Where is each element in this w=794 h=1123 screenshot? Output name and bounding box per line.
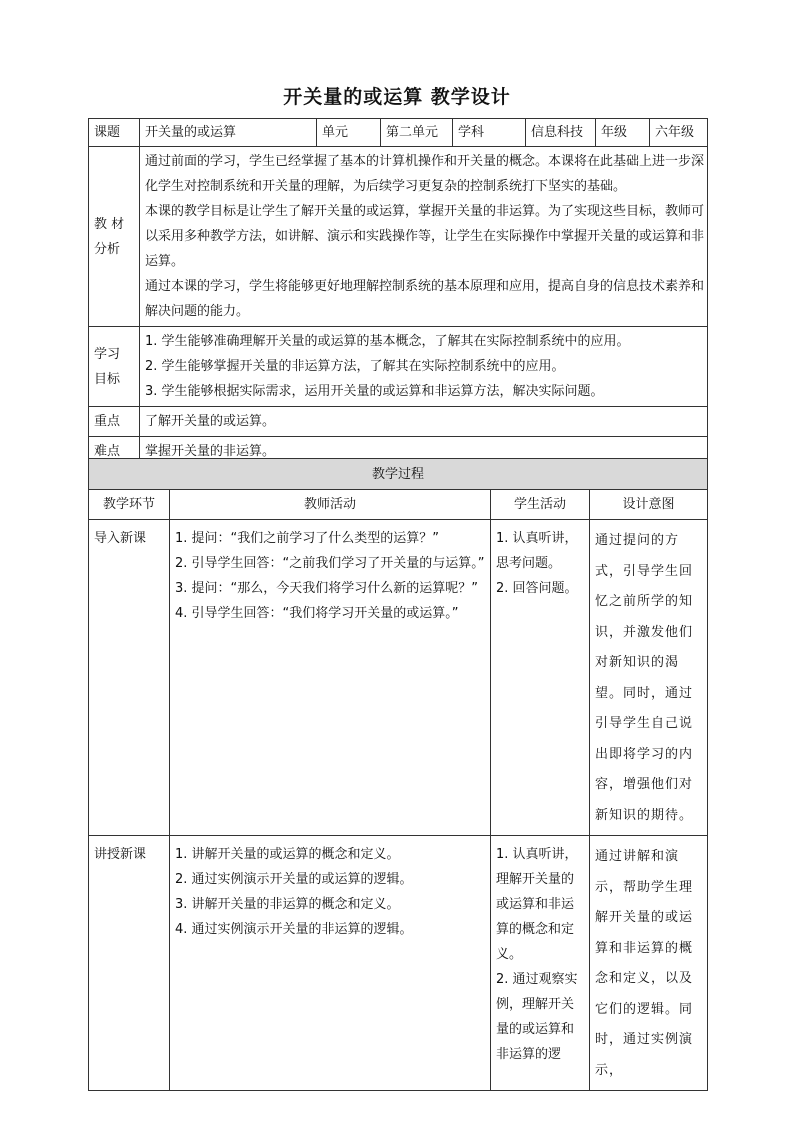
student-step: 1. 认真听讲，思考问题。 <box>496 531 578 571</box>
stage-cell: 讲授新课 <box>89 836 170 1091</box>
col-header-intent: 设计意图 <box>590 490 708 520</box>
unit-label: 单元 <box>317 119 381 147</box>
student-activity-cell <box>491 836 590 1091</box>
teacher-step: 4. 通过实例演示开关量的非运算的逻辑。 <box>175 922 413 937</box>
col-header-teacher: 教师活动 <box>170 490 491 520</box>
lesson-info-table <box>88 118 708 467</box>
grade-value: 六年级 <box>650 119 708 147</box>
process-section-title: 教学过程 <box>89 459 708 490</box>
key-point-value: 了解开关量的或运算。 <box>140 407 708 437</box>
student-step: 2. 通过观察实例，理解开关量的或运算和非运算的逻 <box>496 972 578 1062</box>
teacher-step: 1. 提问：“我们之前学习了什么类型的运算？” <box>175 531 440 546</box>
col-header-stage: 教学环节 <box>89 490 170 520</box>
topic-label: 课题 <box>89 119 140 147</box>
teacher-step: 3. 提问：“那么，今天我们将学习什么新的运算呢？” <box>175 581 479 596</box>
objective-item: 3. 学生能够根据实际需求，运用开关量的或运算和非运算方法，解决实际问题。 <box>145 384 604 399</box>
teacher-step: 2. 引导学生回答：“之前我们学习了开关量的与运算。” <box>175 556 485 571</box>
analysis-paragraph: 通过本课的学习，学生将能够更好地理解控制系统的基本原理和应用，提高自身的信息技术素养和解决问题的能力。 <box>145 279 705 319</box>
analysis-label <box>89 147 140 327</box>
key-point-label: 重点 <box>89 407 140 437</box>
objective-item: 1. 学生能够准确理解开关量的或运算的基本概念，了解其在实际控制系统中的应用。 <box>145 334 630 349</box>
analysis-paragraph: 本课的教学目标是让学生了解开关量的或运算，掌握开关量的非运算。为了实现这些目标，教师可以采用多种教学方法，如讲解、演示和实践操作等，让学生在实际操作中掌握开关量的或运算和非运算。 <box>145 204 705 269</box>
analysis-label-line2: 分析 <box>94 241 121 257</box>
teacher-activity-cell <box>170 836 491 1091</box>
stage-cell: 导入新课 <box>89 520 170 836</box>
analysis-paragraph: 通过前面的学习，学生已经掌握了基本的计算机操作和开关量的概念。本课将在此基础上进一步深化学生对控制系统和开关量的理解，为后续学习更复杂的控制系统打下坚实的基础。 <box>145 154 705 194</box>
teacher-step: 4. 引导学生回答：“我们将学习开关量的或运算。” <box>175 606 459 621</box>
document-title: 开关量的或运算 教学设计 <box>283 86 511 108</box>
design-intent-cell: 通过讲解和演示，帮助学生理解开关量的或运算和非运算的概念和定义，以及它们的逻辑。同时，通过实例演示， <box>590 836 708 1091</box>
objectives-content <box>140 327 708 407</box>
objectives-label-line2: 目标 <box>94 371 121 387</box>
objectives-label <box>89 327 140 407</box>
topic-value: 开关量的或运算 <box>140 119 317 147</box>
student-step: 1. 认真听讲，理解开关量的或运算和非运算的概念和定义。 <box>496 847 578 962</box>
objectives-label-line1: 学习 <box>94 346 121 362</box>
difficulty-label: 难点 <box>89 437 140 467</box>
analysis-content <box>140 147 708 327</box>
student-step: 2. 回答问题。 <box>496 581 578 596</box>
analysis-label-line1: 教 材 <box>94 216 125 232</box>
design-intent-cell: 通过提问的方式，引导学生回忆之前所学的知识，并激发他们对新知识的渴望。同时，通过引导学生自己说出即将学习的内容，增强他们对新知识的期待。 <box>590 520 708 836</box>
subject-label: 学科 <box>453 119 526 147</box>
subject-value: 信息科技 <box>526 119 596 147</box>
teacher-activity-cell <box>170 520 491 836</box>
objective-item: 2. 学生能够掌握开关量的非运算方法，了解其在实际控制系统中的应用。 <box>145 359 565 374</box>
teacher-step: 1. 讲解开关量的或运算的概念和定义。 <box>175 847 400 862</box>
unit-value: 第二单元 <box>381 119 453 147</box>
difficulty-value: 掌握开关量的非运算。 <box>140 437 708 467</box>
student-activity-cell <box>491 520 590 836</box>
teaching-process-table <box>88 458 708 1091</box>
teacher-step: 2. 通过实例演示开关量的或运算的逻辑。 <box>175 872 413 887</box>
teacher-step: 3. 讲解开关量的非运算的概念和定义。 <box>175 897 400 912</box>
col-header-student: 学生活动 <box>491 490 590 520</box>
grade-label: 年级 <box>596 119 650 147</box>
